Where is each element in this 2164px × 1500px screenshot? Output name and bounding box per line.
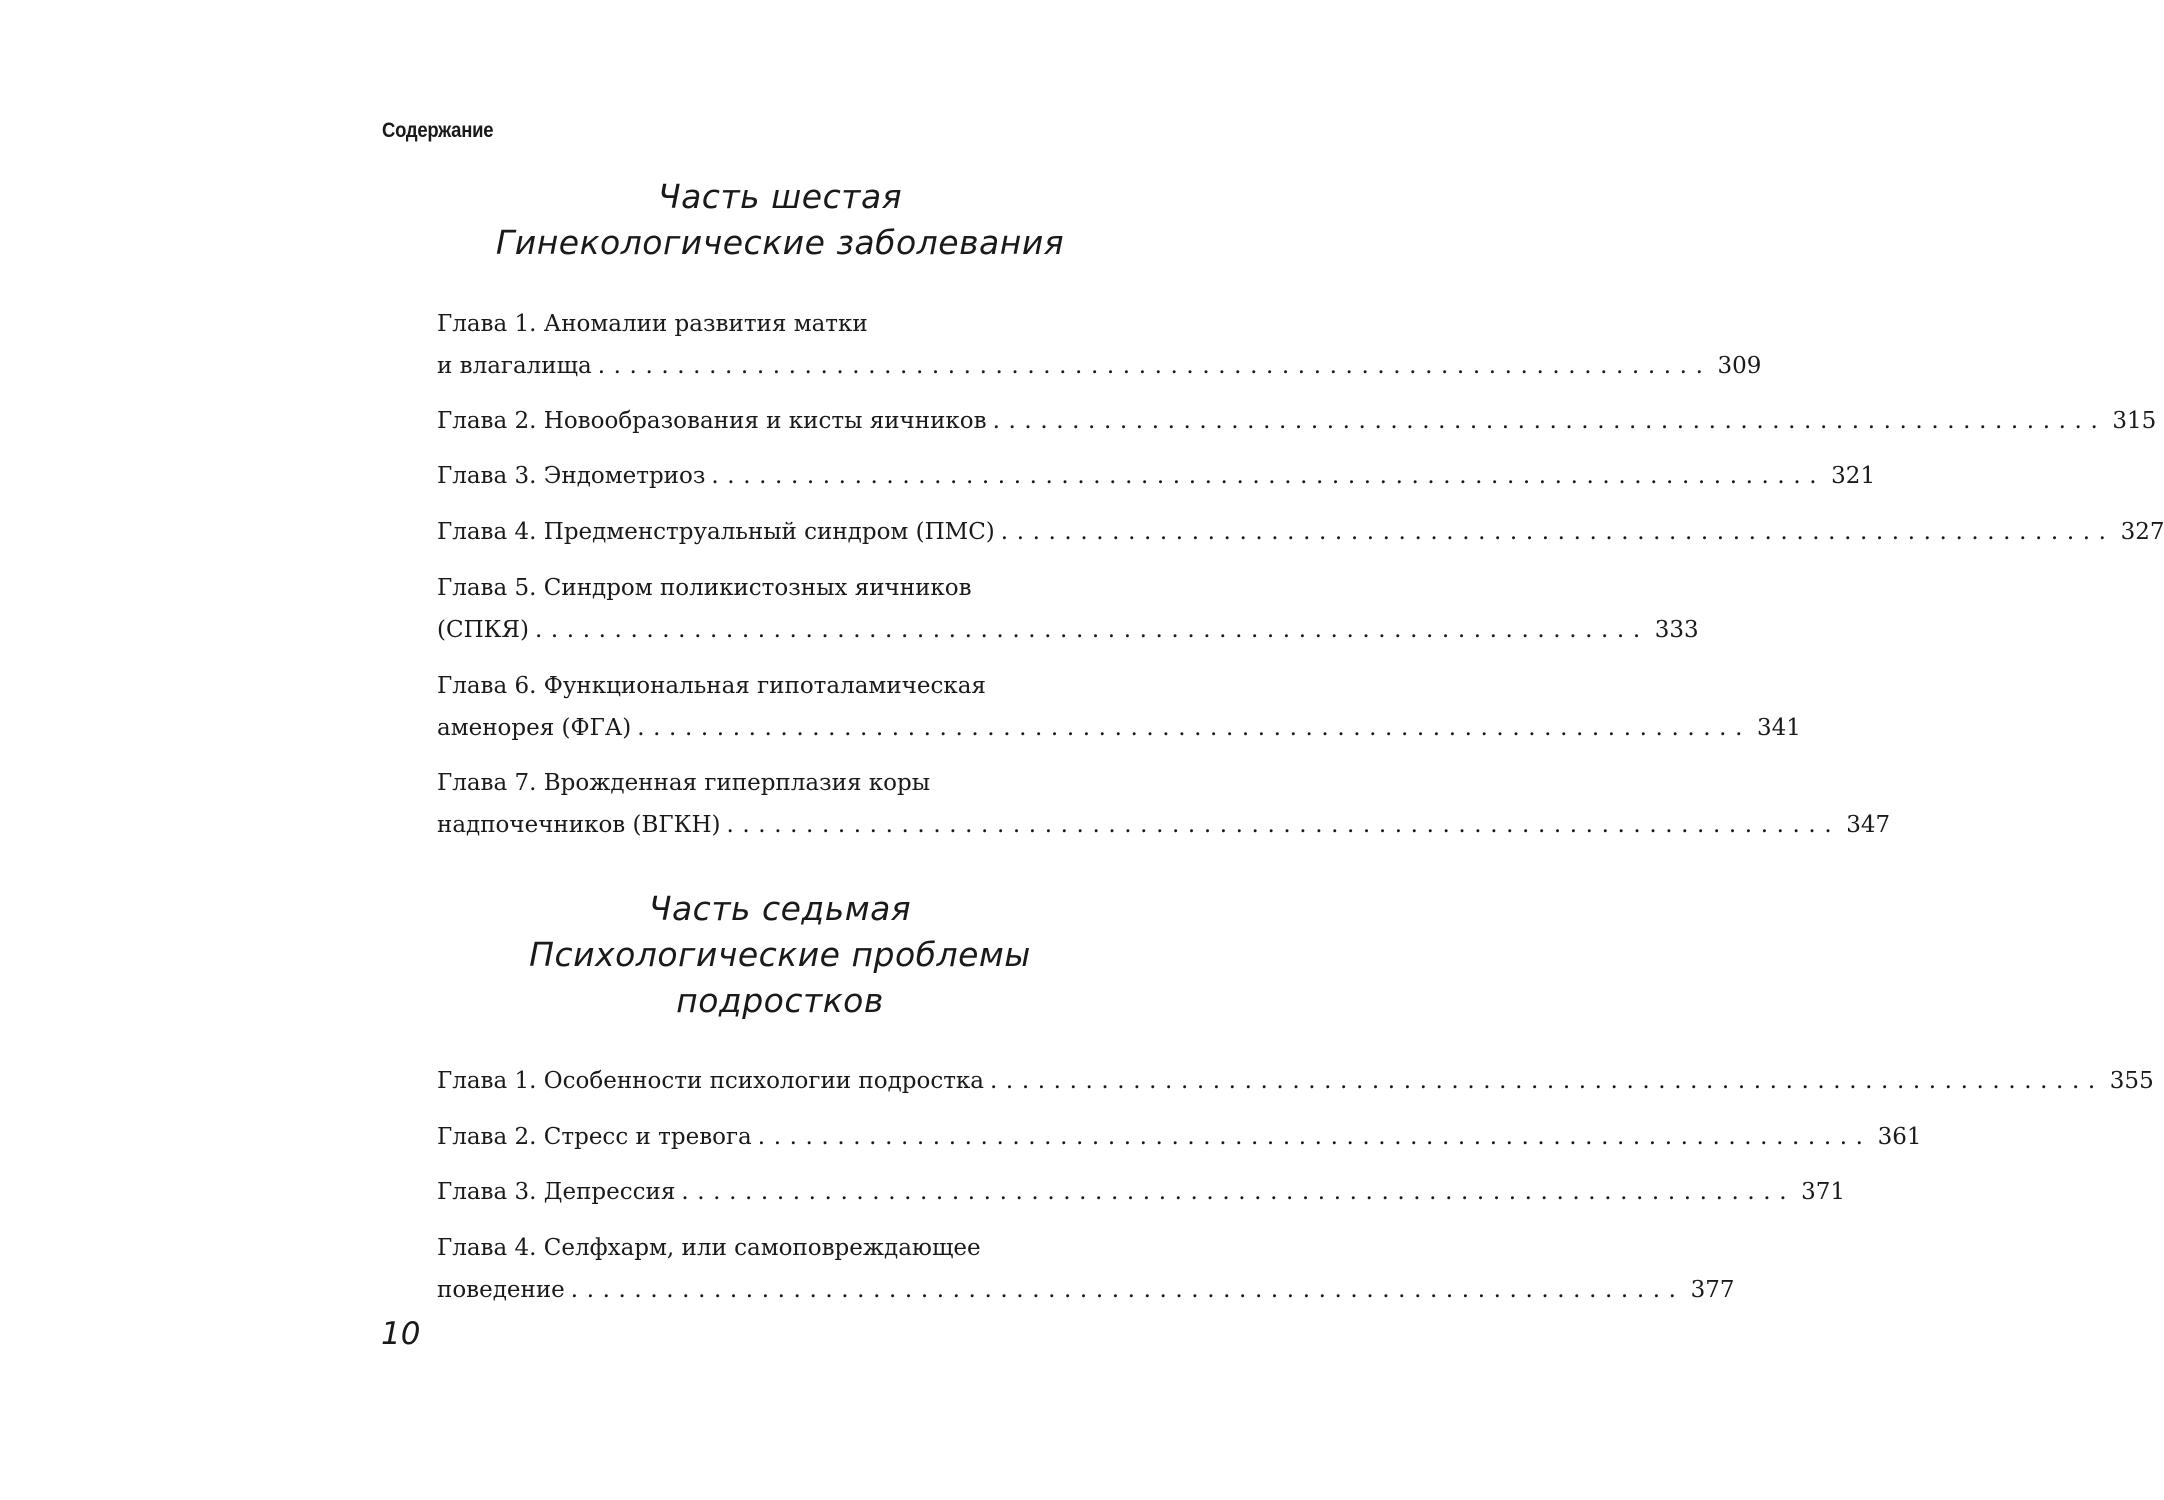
dot-leader: ...................................................................... [1000, 519, 2115, 545]
toc-entry-title: Глава 1. Особенности психологии подростка [437, 1068, 985, 1094]
part-title-line: Гинекологические заболевания [495, 223, 1065, 262]
dot-leader: ...................................................................... [637, 715, 1752, 741]
part-title-line: подростков [676, 981, 884, 1020]
toc-entry[interactable] [437, 1171, 1846, 1213]
toc-entry[interactable] [437, 303, 1762, 387]
running-head: Содержание [382, 119, 494, 142]
toc-entry[interactable] [437, 1116, 1922, 1158]
toc-entry-title: Глава 3. Эндометриоз [437, 463, 706, 489]
toc-entry[interactable] [437, 665, 1801, 749]
toc-entry-title-cont: и влагалища [437, 353, 592, 379]
dot-leader: ...................................................................... [726, 812, 1841, 838]
part-title [380, 886, 1180, 1024]
dot-leader: ...................................................................... [597, 353, 1712, 379]
toc-entry-title: Глава 2. Новообразования и кисты яичников [437, 408, 987, 434]
toc-entry-title: Глава 4. Предменструальный синдром (ПМС) [437, 519, 995, 545]
toc-entry[interactable] [437, 567, 1699, 651]
part-title [380, 174, 1180, 266]
toc-entry[interactable] [437, 762, 1891, 846]
dot-leader: ...................................................................... [711, 463, 1826, 489]
toc-entry-title: Глава 3. Депрессия [437, 1179, 676, 1205]
toc-entry[interactable] [437, 511, 2164, 553]
toc-entry-title: Глава 2. Стресс и тревога [437, 1124, 752, 1150]
page-number: 361 [1877, 1124, 1922, 1150]
part-title-line: Часть седьмая [648, 889, 912, 928]
toc-entry-title: Глава 6. Функциональная гипоталамическая [437, 673, 986, 699]
part-title-line: Часть шестая [657, 177, 903, 216]
page-number: 377 [1690, 1277, 1735, 1303]
dot-leader: ...................................................................... [681, 1179, 1796, 1205]
page-number: 333 [1654, 617, 1699, 643]
page-number: 371 [1801, 1179, 1846, 1205]
page-number: 341 [1757, 715, 1801, 741]
page-number: 347 [1846, 812, 1891, 838]
toc-entry-title-cont: надпочечников (ВГКН) [437, 812, 721, 838]
toc-entry[interactable] [437, 455, 1876, 497]
toc-entry[interactable] [437, 400, 2157, 442]
toc-entry-title: Глава 5. Синдром поликистозных яичников [437, 575, 972, 601]
toc-entry-title: Глава 1. Аномалии развития матки [437, 311, 868, 337]
page-number: 321 [1831, 463, 1876, 489]
toc-entry-title-cont: аменорея (ФГА) [437, 715, 632, 741]
toc-entry-title: Глава 4. Селфхарм, или самоповреждающее [437, 1235, 981, 1261]
dot-leader: ...................................................................... [570, 1277, 1685, 1303]
page-folio: 10 [381, 1316, 421, 1352]
part-title-line: Психологические проблемы [529, 935, 1031, 974]
toc-entry[interactable] [437, 1227, 1735, 1311]
toc-entry-title: Глава 7. Врожденная гиперплазия коры [437, 770, 931, 796]
toc-entry[interactable] [437, 1060, 2154, 1102]
page-number: 309 [1717, 353, 1762, 379]
dot-leader: ...................................................................... [992, 408, 2107, 434]
page-number: 315 [2112, 408, 2157, 434]
dot-leader: ...................................................................... [534, 617, 1649, 643]
dot-leader: ...................................................................... [990, 1068, 2104, 1094]
toc-entry-title-cont: (СПКЯ) [437, 617, 529, 643]
page-number: 355 [2109, 1068, 2154, 1094]
page-number: 327 [2120, 519, 2164, 545]
dot-leader: ...................................................................... [757, 1124, 1872, 1150]
toc-entry-title-cont: поведение [437, 1277, 565, 1303]
